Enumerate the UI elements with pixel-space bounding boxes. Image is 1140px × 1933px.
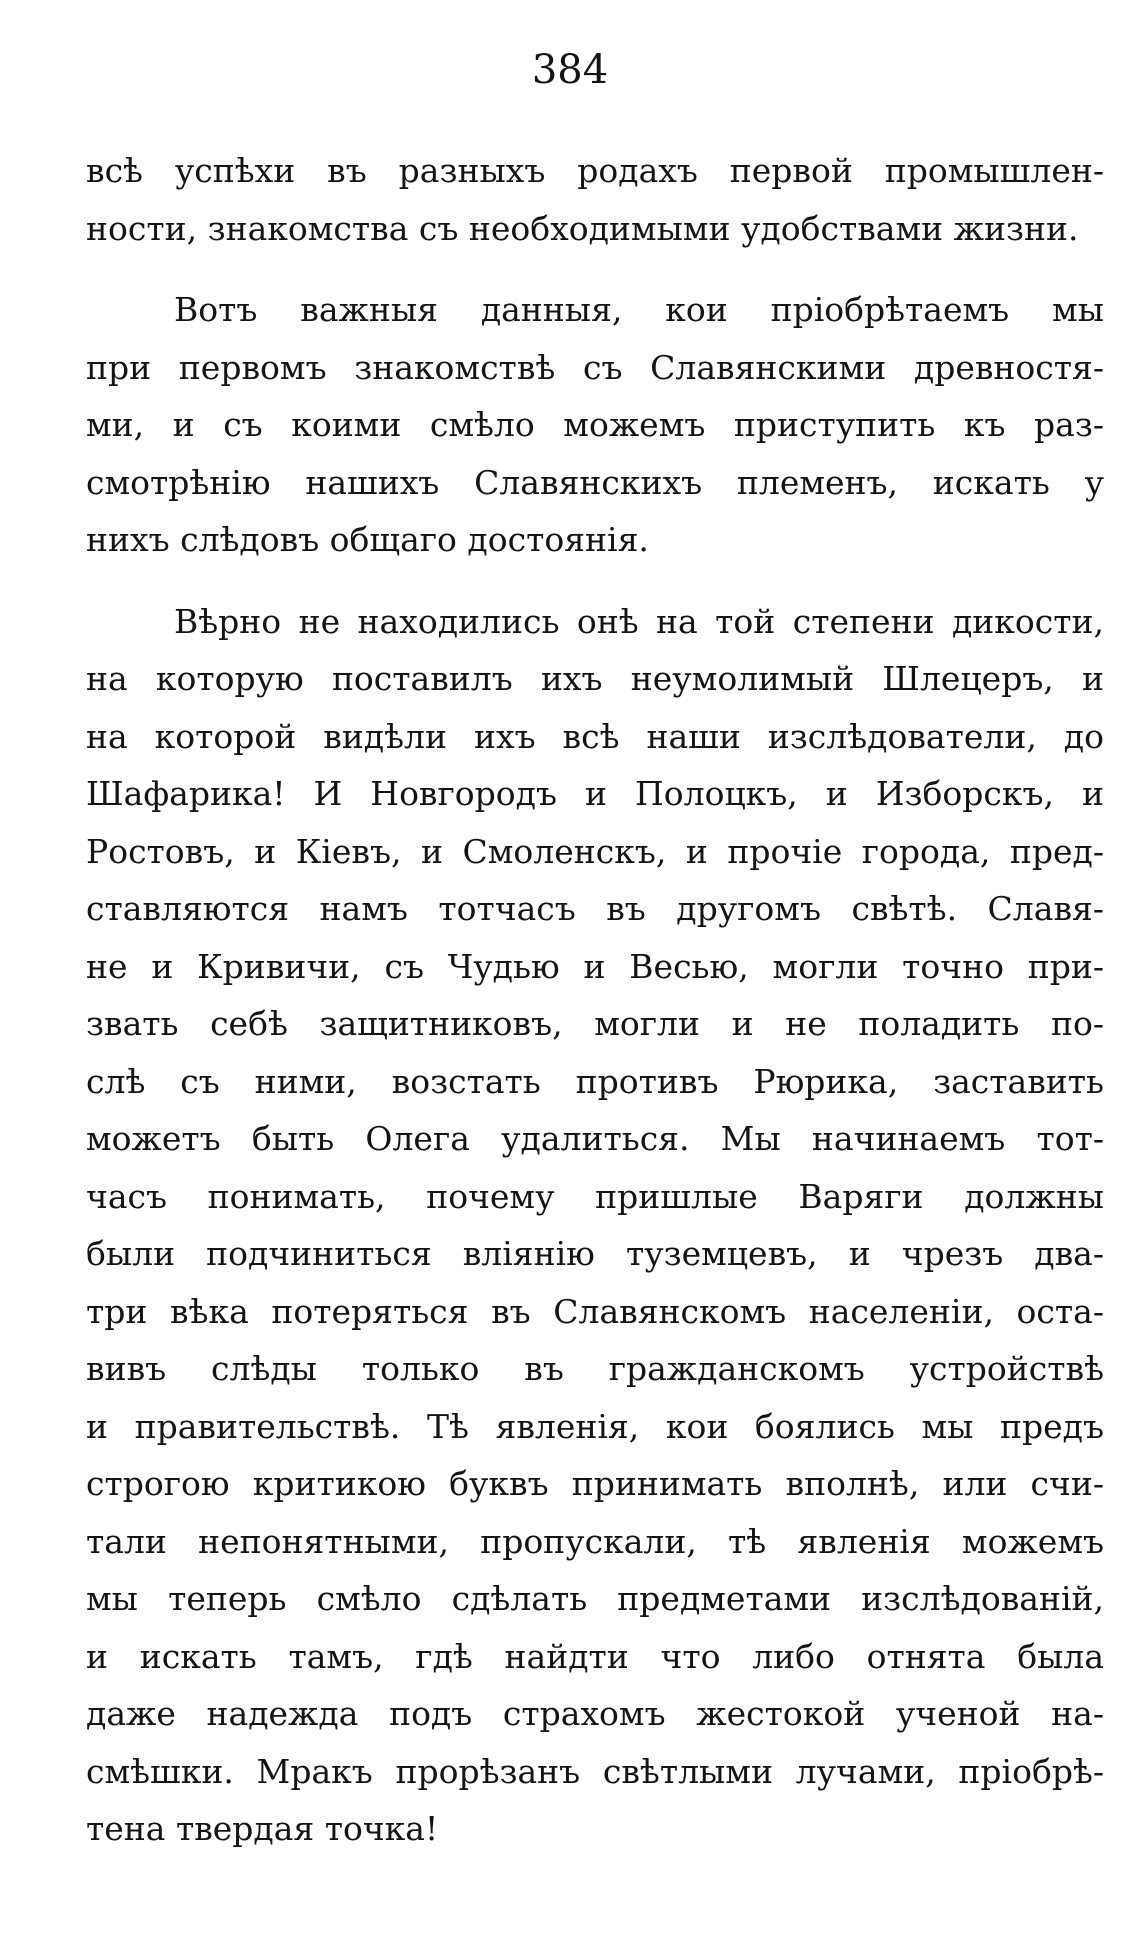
- text-line: ности, знакомства съ необходимыми удобствами жизни.: [86, 208, 1079, 248]
- text-line: вивъ слѣды только въ гражданскомъ устройствѣ: [86, 1349, 1104, 1388]
- text-line: на которой видѣли ихъ всѣ наши изслѣдователи, до: [86, 716, 1104, 756]
- paragraph-1: [86, 142, 1104, 257]
- page-number: 384: [531, 47, 609, 93]
- text-line: тали непонятными, пропускали, тѣ явленія можемъ: [86, 1521, 1104, 1561]
- paragraph-2: [86, 281, 1104, 569]
- text-line: можетъ быть Олега удалиться. Мы начинаемъ тот-: [86, 1119, 1104, 1158]
- text-line: тена твердая точка!: [86, 1809, 439, 1848]
- text-line: Шафарика! И Новгородъ и Полоцкъ, и Изборскъ, и: [86, 774, 1104, 813]
- text-line: Ростовъ, и Кіевъ, и Смоленскъ, и прочіе города, пред-: [86, 831, 1104, 871]
- text-line: всѣ успѣхи въ разныхъ родахъ первой промышлен-: [86, 151, 1104, 190]
- text-line: даже надежда подъ страхомъ жестокой ученой на-: [86, 1694, 1104, 1733]
- text-line: ми, и съ коими смѣло можемъ приступить къ раз-: [86, 405, 1104, 444]
- text-line: Вѣрно не находились онѣ на той степени дикости,: [174, 601, 1104, 641]
- text-line: и правительствѣ. Тѣ явленія, кои боялись мы предъ: [86, 1406, 1104, 1446]
- text-line: ставляются намъ тотчасъ въ другомъ свѣтѣ. Славя-: [86, 889, 1104, 928]
- paragraph-3: [86, 593, 1104, 1858]
- text-line: Вотъ важныя данныя, кои пріобрѣтаемъ мы: [174, 290, 1104, 329]
- text-line: были подчиниться вліянію туземцевъ, и чрезъ два-: [86, 1234, 1104, 1273]
- text-line: нихъ слѣдовъ общаго достоянія.: [86, 520, 649, 559]
- text-line: строгою критикою буквъ принимать вполнѣ, или счи-: [86, 1464, 1104, 1503]
- text-line: часъ понимать, почему пришлые Варяги должны: [86, 1176, 1104, 1216]
- text-line: звать себѣ защитниковъ, могли и не поладить по-: [86, 1004, 1104, 1043]
- text-line: мы теперь смѣло сдѣлать предметами изслѣдованій,: [86, 1579, 1104, 1618]
- text-line: и искать тамъ, гдѣ найдти что либо отнята была: [86, 1636, 1104, 1676]
- text-line: не и Кривичи, съ Чудью и Весью, могли точно при-: [86, 946, 1104, 986]
- text-line: три вѣка потеряться въ Славянскомъ населеніи, оста-: [86, 1291, 1104, 1331]
- text-line: слѣ съ ними, возстать противъ Рюрика, заставить: [86, 1061, 1104, 1101]
- text-line: на которую поставилъ ихъ неумолимый Шлецеръ, и: [86, 659, 1104, 698]
- page-text: [86, 142, 1104, 1858]
- text-line: смѣшки. Мракъ прорѣзанъ свѣтлыми лучами, пріобрѣ-: [86, 1751, 1104, 1791]
- text-line: при первомъ знакомствѣ съ Славянскими древностя-: [86, 347, 1104, 387]
- text-line: смотрѣнію нашихъ Славянскихъ племенъ, искать у: [86, 462, 1104, 502]
